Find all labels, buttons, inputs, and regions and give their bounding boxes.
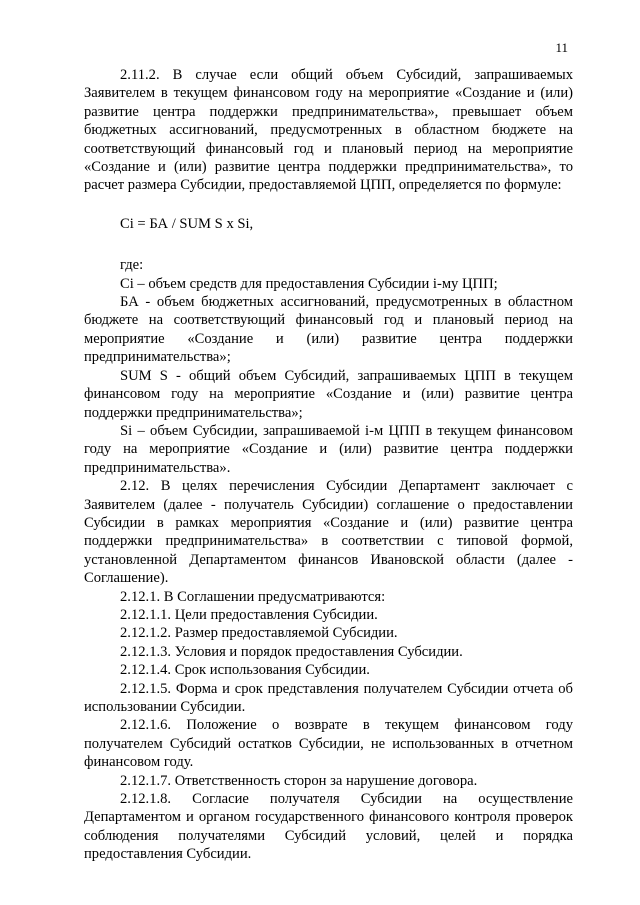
paragraph-2-12-1-5: 2.12.1.5. Форма и срок представления получателем Субсидии отчета об использовании Субсидии. — [84, 680, 573, 715]
document-body — [84, 66, 573, 864]
paragraph-2-12-1-6: 2.12.1.6. Положение о возврате в текущем финансовом году получателем Субсидий остатков Субсидии, не использованных в отчетном финансовом году. — [84, 717, 573, 771]
paragraph-2-11-2: 2.11.2. В случае если общий объем Субсидий, запрашиваемых Заявителем в текущем финансовом году на мероприятие «Создание и (или) развитие центра поддержки предпринимательства», превышает объем бюджетных ассигнований, предусмотренных в областном бюджете на соответствующий финансовый год и плановый период на мероприятие «Создание и (или) развитие центра поддержки предпринимательства», то расчет размера Субсидии, предоставляемой ЦПП, определяется по формуле: — [84, 67, 573, 194]
paragraph-2-12: 2.12. В целях перечисления Субсидии Департамент заключает с Заявителем (далее - получатель Субсидии) соглашение о предоставлении Субсидии в рамках мероприятия «Создание и (или) развитие центра поддержки предпринимательства» в соответствии с типовой формой, установленной Департаментом финансов Ивановской области (далее - Соглашение). — [84, 478, 573, 587]
definition-ba: БА - объем бюджетных ассигнований, предусмотренных в областном бюджете на соответствующий финансовый год и плановый период на мероприятие «Создание и (или) развитие центра поддержки предпринимательства»; — [84, 294, 573, 366]
paragraph-2-12-1-7: 2.12.1.7. Ответственность сторон за нарушение договора. — [120, 772, 478, 789]
paragraph-2-12-1-4: 2.12.1.4. Срок использования Субсидии. — [120, 662, 370, 679]
definition-ci: Ci – объем средств для предоставления Субсидии i-му ЦПП; — [120, 275, 498, 292]
paragraph-2-12-1-2: 2.12.1.2. Размер предоставляемой Субсидии. — [120, 625, 398, 642]
paragraph-2-12-1: 2.12.1. В Соглашении предусматриваются: — [120, 588, 386, 605]
paragraph-2-12-1-8: 2.12.1.8. Согласие получателя Субсидии на осуществление Департаментом и органом государственного финансового контроля проверок соблюдения получателями Субсидий условий, целей и порядка предоставления Субсидии. — [84, 791, 573, 863]
formula: Ci = БА / SUM S x Si, — [120, 215, 254, 232]
page-number: 11 — [555, 40, 568, 55]
definition-si: Si – объем Субсидии, запрашиваемой i-м ЦПП в текущем финансовом году на мероприятие «Создание и (или) развитие центра поддержки предпринимательства». — [84, 422, 573, 476]
paragraph-2-12-1-1: 2.12.1.1. Цели предоставления Субсидии. — [120, 606, 378, 623]
where-label: где: — [120, 257, 144, 274]
definition-sum-s: SUM S - общий объем Субсидий, запрашиваемых ЦПП в текущем финансовом году на мероприятие «Создание и (или) развитие центра поддержки предпринимательства»; — [84, 367, 573, 421]
paragraph-2-12-1-3: 2.12.1.3. Условия и порядок предоставления Субсидии. — [120, 643, 463, 660]
